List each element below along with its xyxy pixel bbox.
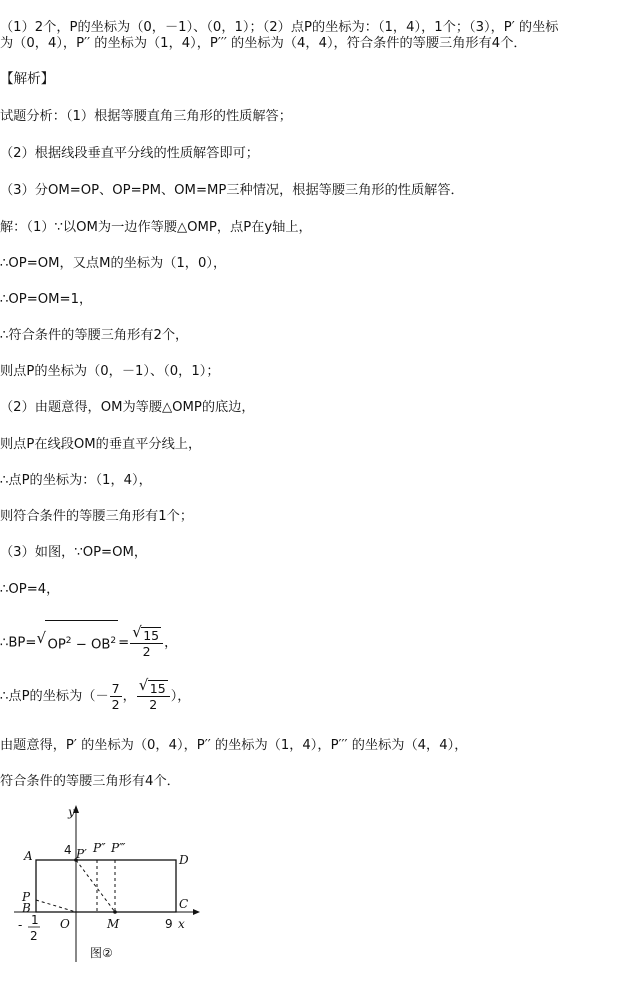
pc-prefix: ∴点P的坐标为（－ [0,689,109,704]
point-m [113,910,117,914]
solution-line-1: 解：（1）∵以OM为一边作等腰△OMP，点P在y轴上， [0,220,312,235]
label-neg: - [18,918,23,932]
solution-line-9: 则符合条件的等腰三角形有1个； [0,509,194,524]
bp-den: 2 [142,643,151,659]
analysis-line-2: （2）根据线段垂直平分线的性质解答即可； [0,146,259,161]
bp-fraction: √ 15 2 [130,626,163,659]
x-axis-arrow [193,909,200,915]
geometry-figure [14,802,214,972]
analysis-line-1: 试题分析：（1）根据等腰直角三角形的性质解答； [0,109,292,124]
rectangle-abcd [36,860,176,912]
label-m: M [107,917,120,931]
label-p-double: P″ [93,841,106,855]
bp-formula [0,620,177,660]
label-a: A [24,849,33,863]
label-9: 9 [165,917,173,931]
bp-exp-a: 2 [65,636,72,646]
bp-radical: √ $OP^2 - OB^2$ [36,620,118,665]
pc-suffix: ）， [170,689,191,704]
pc-frac-1 [110,681,122,712]
analysis-heading: 【解析】 [0,71,55,87]
pc-frac1-den: 2 [111,696,120,712]
label-p-triple: P‴ [111,841,126,855]
bp-suffix: ， [164,635,178,651]
solution-line-14: 符合条件的等腰三角形有4个． [0,774,180,789]
bp-exp-b: 2 [110,636,117,646]
solution-line-10: （3）如图，∵OP=OM， [0,545,148,560]
solution-line-11: ∴OP=4， [0,582,60,597]
bp-prefix: ∴BP= [0,635,37,651]
solution-line-4: ∴符合条件的等腰三角形有2个， [0,328,189,343]
solution-line-7: 则点P在线段OM的垂直平分线上， [0,437,202,452]
bp-minus: − [71,637,91,653]
pc-frac2-num: 15 [149,681,166,697]
pc-sep: ， [122,689,136,704]
label-half-den: 2 [30,929,38,943]
label-o: O [60,917,70,931]
bp-radicand-a: OP [47,637,66,653]
solution-line-3: ∴OP=OM=1， [0,292,93,307]
label-half-num: 1 [31,913,39,927]
answer-line-1: （1）2个，P的坐标为（0，－1）、（0，1）；（2）点P的坐标为：（1，4），1个；（3），P′ 的坐标 [0,20,559,35]
bp-eq: = [118,635,130,651]
label-x: x [178,917,185,931]
answer-line-2: 为（0，4），P′′ 的坐标为（1，4），P′′′ 的坐标为（4，4），符合条件的等腰三角形有4个． [0,36,527,51]
dash-p-o [36,900,76,912]
pc-frac1-num: 7 [111,680,120,696]
p-coordinate [0,677,190,717]
label-4: 4 [64,843,72,857]
bp-radicand-b: OB [90,637,111,653]
label-p-prime: P′ [76,847,87,861]
bp-num-root: 15 [143,627,160,643]
label-d: D [179,853,189,867]
pc-frac-2: √ 15 2 [137,680,170,713]
dash-p1-m [76,860,115,912]
pc-frac2-den: 2 [149,697,158,713]
solution-line-5: 则点P的坐标为（0，－1）、（0，1）； [0,364,220,379]
label-b: B [22,901,31,915]
label-y: y [68,805,75,819]
analysis-line-3: （3）分OM=OP、OP=PM、OM=MP三种情况，根据等腰三角形的性质解答． [0,183,464,198]
solution-line-13: 由题意得，P′ 的坐标为（0，4），P′′ 的坐标为（1，4），P′′′ 的坐标为（4，4）， [0,738,468,753]
label-p: P [22,890,31,904]
solution-line-6: （2）由题意得，OM为等腰△OMP的底边， [0,400,255,415]
solution-line-8: ∴点P的坐标为：（1，4）， [0,473,152,488]
figure-caption: 图② [90,946,113,960]
solution-line-2: ∴OP=OM，又点M的坐标为（1，0）， [0,256,227,271]
label-c: C [179,897,189,911]
